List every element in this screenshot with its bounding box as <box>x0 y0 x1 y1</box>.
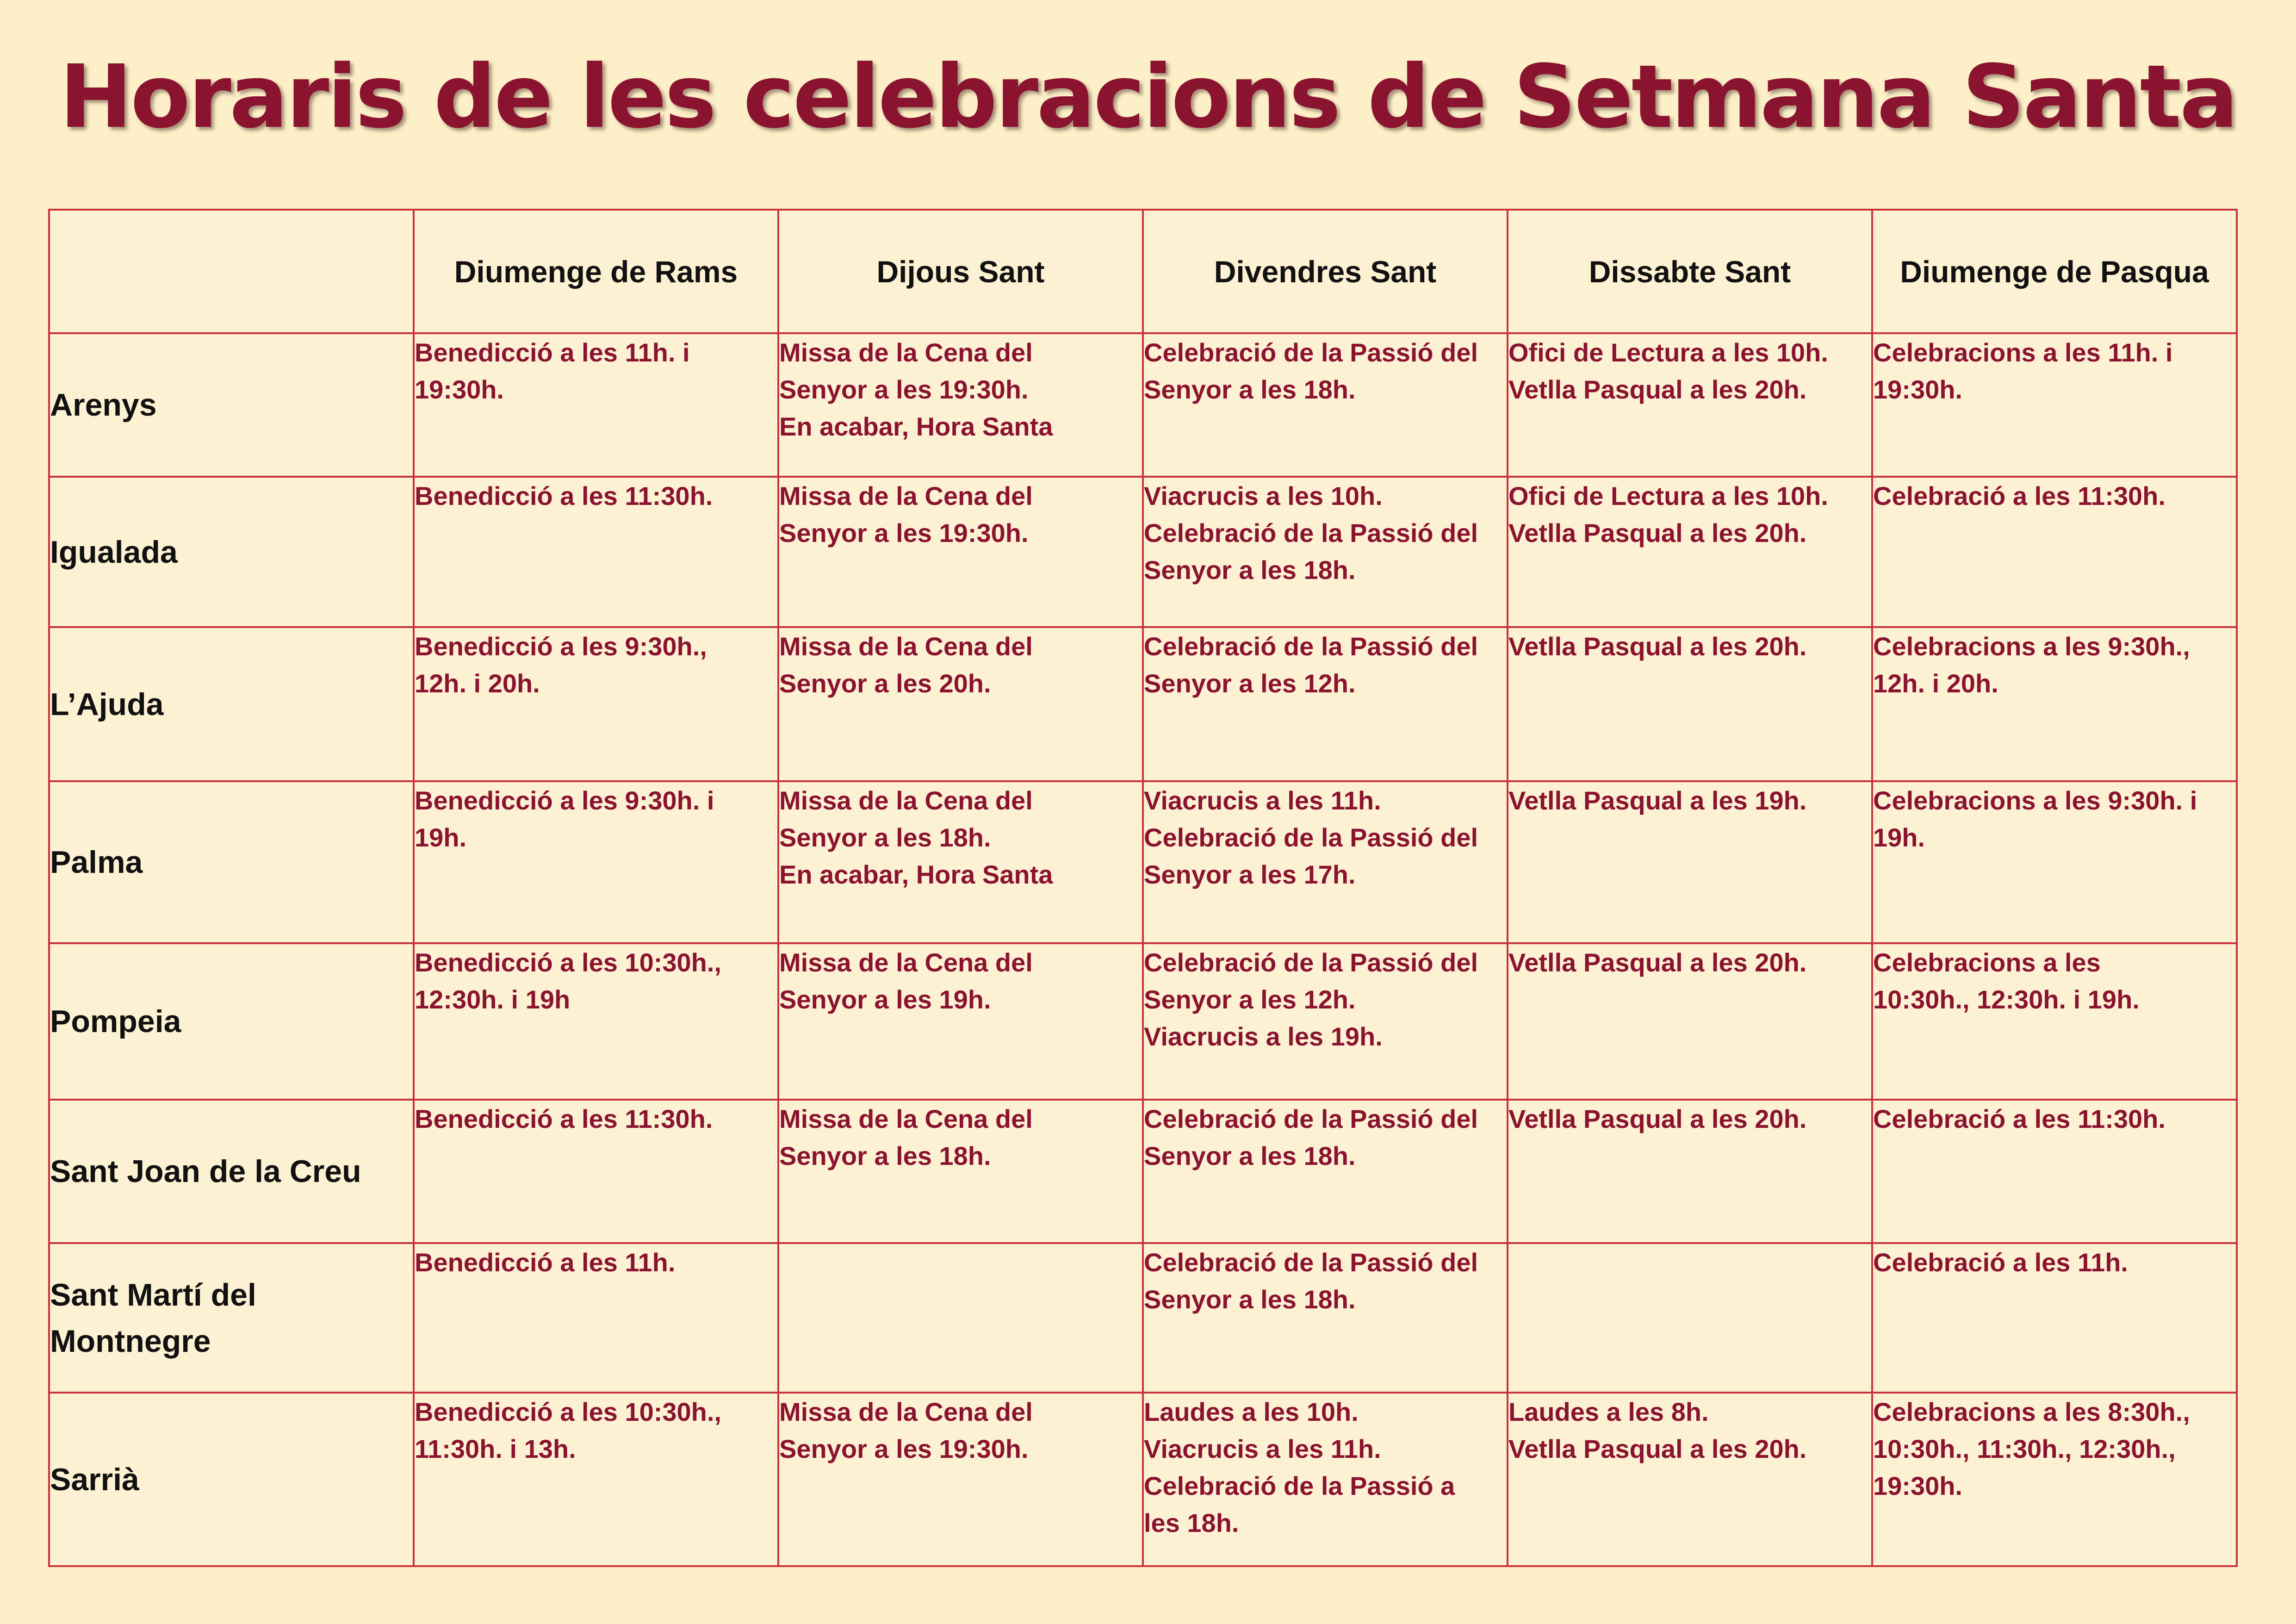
column-header-divendres-sant: Divendres Sant <box>1143 210 1508 333</box>
schedule-cell <box>1508 333 1872 477</box>
schedule-line: Celebracions a les 9:30h., <box>1873 632 2190 661</box>
schedule-line: Vetlla Pasqual a les 20h. <box>1508 518 1807 548</box>
schedule-cell <box>414 1393 778 1566</box>
schedule-line: 19h. <box>415 823 467 852</box>
schedule-line: 10:30h., 11:30h., 12:30h., <box>1873 1434 2176 1463</box>
schedule-cell <box>1143 477 1508 627</box>
schedule-line: Celebracions a les 8:30h., <box>1873 1397 2190 1426</box>
schedule-line: Celebració a les 11:30h. <box>1873 481 2166 510</box>
schedule-cell <box>1143 1100 1508 1243</box>
table-row <box>49 781 2237 943</box>
schedule-cell <box>1508 477 1872 627</box>
schedule-line: 10:30h., 12:30h. i 19h. <box>1873 985 2140 1014</box>
page-title: Horaris de les celebracions de Setmana Santa <box>59 46 2237 148</box>
schedule-line: Celebració de la Passió del <box>1144 948 1478 977</box>
schedule-line: En acabar, Hora Santa <box>779 860 1053 889</box>
schedule-line: 19:30h. <box>1873 375 1962 404</box>
schedule-cell <box>1508 627 1872 781</box>
schedule-line: Senyor a les 12h. <box>1144 985 1356 1014</box>
schedule-line: 19:30h. <box>415 375 504 404</box>
schedule-cell <box>778 781 1143 943</box>
schedule-cell <box>1508 781 1872 943</box>
schedule-line: Senyor a les 18h. <box>1144 555 1356 585</box>
schedule-line: Missa de la Cena del <box>779 338 1033 367</box>
schedule-line: Senyor a les 20h. <box>779 669 991 698</box>
schedule-cell <box>1143 1393 1508 1566</box>
schedule-line: Celebracions a les 9:30h. i <box>1873 786 2197 815</box>
schedule-cell <box>414 627 778 781</box>
column-header-dijous-sant: Dijous Sant <box>778 210 1143 333</box>
schedule-line: Celebració de la Passió del <box>1144 338 1478 367</box>
schedule-line: 11:30h. i 13h. <box>415 1434 576 1463</box>
schedule-line: Senyor a les 18h. <box>779 1141 991 1170</box>
schedule-cell <box>414 477 778 627</box>
schedule-line: Benedicció a les 9:30h., <box>415 632 707 661</box>
schedule-line: Celebració de la Passió del <box>1144 1248 1478 1277</box>
row-place-label: Sarrià <box>49 1393 414 1566</box>
schedule-line: Senyor a les 18h. <box>1144 375 1356 404</box>
schedule-line: Celebració a les 11:30h. <box>1873 1104 2166 1133</box>
schedule-cell <box>1872 477 2237 627</box>
schedule-cell <box>778 477 1143 627</box>
schedule-line: 12h. i 20h. <box>415 669 540 698</box>
table-row <box>49 333 2237 477</box>
schedule-line: Vetlla Pasqual a les 20h. <box>1508 1104 1807 1133</box>
schedule-cell <box>1508 943 1872 1100</box>
schedule-line: 12h. i 20h. <box>1873 669 1998 698</box>
schedule-line: Celebració de la Passió del <box>1144 632 1478 661</box>
schedule-cell <box>778 1243 1143 1393</box>
row-place-label: L’Ajuda <box>49 627 414 781</box>
schedule-line: Missa de la Cena del <box>779 481 1033 510</box>
schedule-line: Senyor a les 17h. <box>1144 860 1356 889</box>
schedule-line: Vetlla Pasqual a les 19h. <box>1508 786 1807 815</box>
table-row <box>49 1243 2237 1393</box>
schedule-cell <box>1143 627 1508 781</box>
schedule-cell <box>1872 781 2237 943</box>
schedule-cell <box>414 1243 778 1393</box>
schedule-line: Missa de la Cena del <box>779 786 1033 815</box>
row-place-label: Sant Joan de la Creu <box>49 1100 414 1243</box>
schedule-cell <box>1143 943 1508 1100</box>
schedule-line: Benedicció a les 11:30h. <box>415 481 713 510</box>
table-row <box>49 627 2237 781</box>
schedule-body <box>49 333 2237 1566</box>
column-header-place <box>49 210 414 333</box>
row-place-label: Palma <box>49 781 414 943</box>
schedule-cell <box>778 1393 1143 1566</box>
schedule-cell <box>414 943 778 1100</box>
schedule-cell <box>1508 1393 1872 1566</box>
column-header-dissabte-sant: Dissabte Sant <box>1508 210 1872 333</box>
schedule-line: Senyor a les 19:30h. <box>779 375 1029 404</box>
schedule-line: Missa de la Cena del <box>779 1397 1033 1426</box>
row-place-label: Sant Martí del Montnegre <box>49 1243 414 1393</box>
schedule-cell <box>414 1100 778 1243</box>
column-header-diumenge-de-rams: Diumenge de Rams <box>414 210 778 333</box>
schedule-line: Benedicció a les 10:30h., <box>415 1397 721 1426</box>
schedule-cell <box>1872 943 2237 1100</box>
schedule-line: Celebració a les 11h. <box>1873 1248 2128 1277</box>
schedule-line: Benedicció a les 10:30h., <box>415 948 721 977</box>
schedule-line: Missa de la Cena del <box>779 948 1033 977</box>
schedule-cell <box>1872 1100 2237 1243</box>
schedule-line: Benedicció a les 11h. <box>415 1248 676 1277</box>
table-row <box>49 943 2237 1100</box>
schedule-line: Vetlla Pasqual a les 20h. <box>1508 948 1807 977</box>
schedule-line: Senyor a les 19h. <box>779 985 991 1014</box>
schedule-line: Senyor a les 12h. <box>1144 669 1356 698</box>
schedule-cell <box>778 333 1143 477</box>
row-place-label: Arenys <box>49 333 414 477</box>
schedule-cell <box>1872 1393 2237 1566</box>
schedule-line: Vetlla Pasqual a les 20h. <box>1508 632 1807 661</box>
schedule-line: Benedicció a les 11h. i <box>415 338 690 367</box>
schedule-line: Laudes a les 8h. <box>1508 1397 1709 1426</box>
schedule-line: Senyor a les 18h. <box>779 823 991 852</box>
table-row <box>49 477 2237 627</box>
schedule-line: Senyor a les 18h. <box>1144 1285 1356 1314</box>
schedule-cell <box>1508 1243 1872 1393</box>
schedule-cell <box>1872 627 2237 781</box>
column-header-diumenge-de-pasqua: Diumenge de Pasqua <box>1872 210 2237 333</box>
schedule-line: Missa de la Cena del <box>779 1104 1033 1133</box>
schedule-line: Benedicció a les 9:30h. i <box>415 786 714 815</box>
schedule-line: Viacrucis a les 11h. <box>1144 1434 1381 1463</box>
schedule-cell <box>778 943 1143 1100</box>
row-place-label: Pompeia <box>49 943 414 1100</box>
schedule-line: les 18h. <box>1144 1508 1239 1537</box>
schedule-line: Ofici de Lectura a les 10h. <box>1508 338 1828 367</box>
schedule-cell <box>1143 781 1508 943</box>
schedule-line: Missa de la Cena del <box>779 632 1033 661</box>
schedule-line: Senyor a les 18h. <box>1144 1141 1356 1170</box>
schedule-cell <box>778 1100 1143 1243</box>
schedule-line: Celebració de la Passió del <box>1144 1104 1478 1133</box>
table-row <box>49 1100 2237 1243</box>
schedule-line: Celebració de la Passió del <box>1144 823 1478 852</box>
schedule-line: 19h. <box>1873 823 1925 852</box>
schedule-cell <box>1143 333 1508 477</box>
header-row <box>49 210 2237 333</box>
schedule-line: Celebració de la Passió del <box>1144 518 1478 548</box>
schedule-cell <box>414 781 778 943</box>
schedule-cell <box>778 627 1143 781</box>
table-row <box>49 1393 2237 1566</box>
schedule-line: 12:30h. i 19h <box>415 985 571 1014</box>
schedule-line: Benedicció a les 11:30h. <box>415 1104 713 1133</box>
row-place-label: Igualada <box>49 477 414 627</box>
schedule-cell <box>414 333 778 477</box>
schedule-line: Viacrucis a les 19h. <box>1144 1022 1383 1051</box>
schedule-line: Vetlla Pasqual a les 20h. <box>1508 1434 1807 1463</box>
schedule-line: 19:30h. <box>1873 1471 1962 1500</box>
schedule-cell <box>1872 1243 2237 1393</box>
schedule-line: Senyor a les 19:30h. <box>779 518 1029 548</box>
schedule-line: Viacrucis a les 11h. <box>1144 786 1381 815</box>
schedule-line: Viacrucis a les 10h. <box>1144 481 1383 510</box>
schedule-cell <box>1143 1243 1508 1393</box>
schedule-line: Celebració de la Passió a <box>1144 1471 1455 1500</box>
schedule-line: Celebracions a les <box>1873 948 2101 977</box>
schedule-cell <box>1872 333 2237 477</box>
schedule-line: Laudes a les 10h. <box>1144 1397 1359 1426</box>
schedule-table <box>48 209 2238 1567</box>
schedule-line: Vetlla Pasqual a les 20h. <box>1508 375 1807 404</box>
schedule-cell <box>1508 1100 1872 1243</box>
schedule-line: Celebracions a les 11h. i <box>1873 338 2173 367</box>
schedule-line: En acabar, Hora Santa <box>779 412 1053 441</box>
schedule-line: Ofici de Lectura a les 10h. <box>1508 481 1828 510</box>
schedule-line: Senyor a les 19:30h. <box>779 1434 1029 1463</box>
